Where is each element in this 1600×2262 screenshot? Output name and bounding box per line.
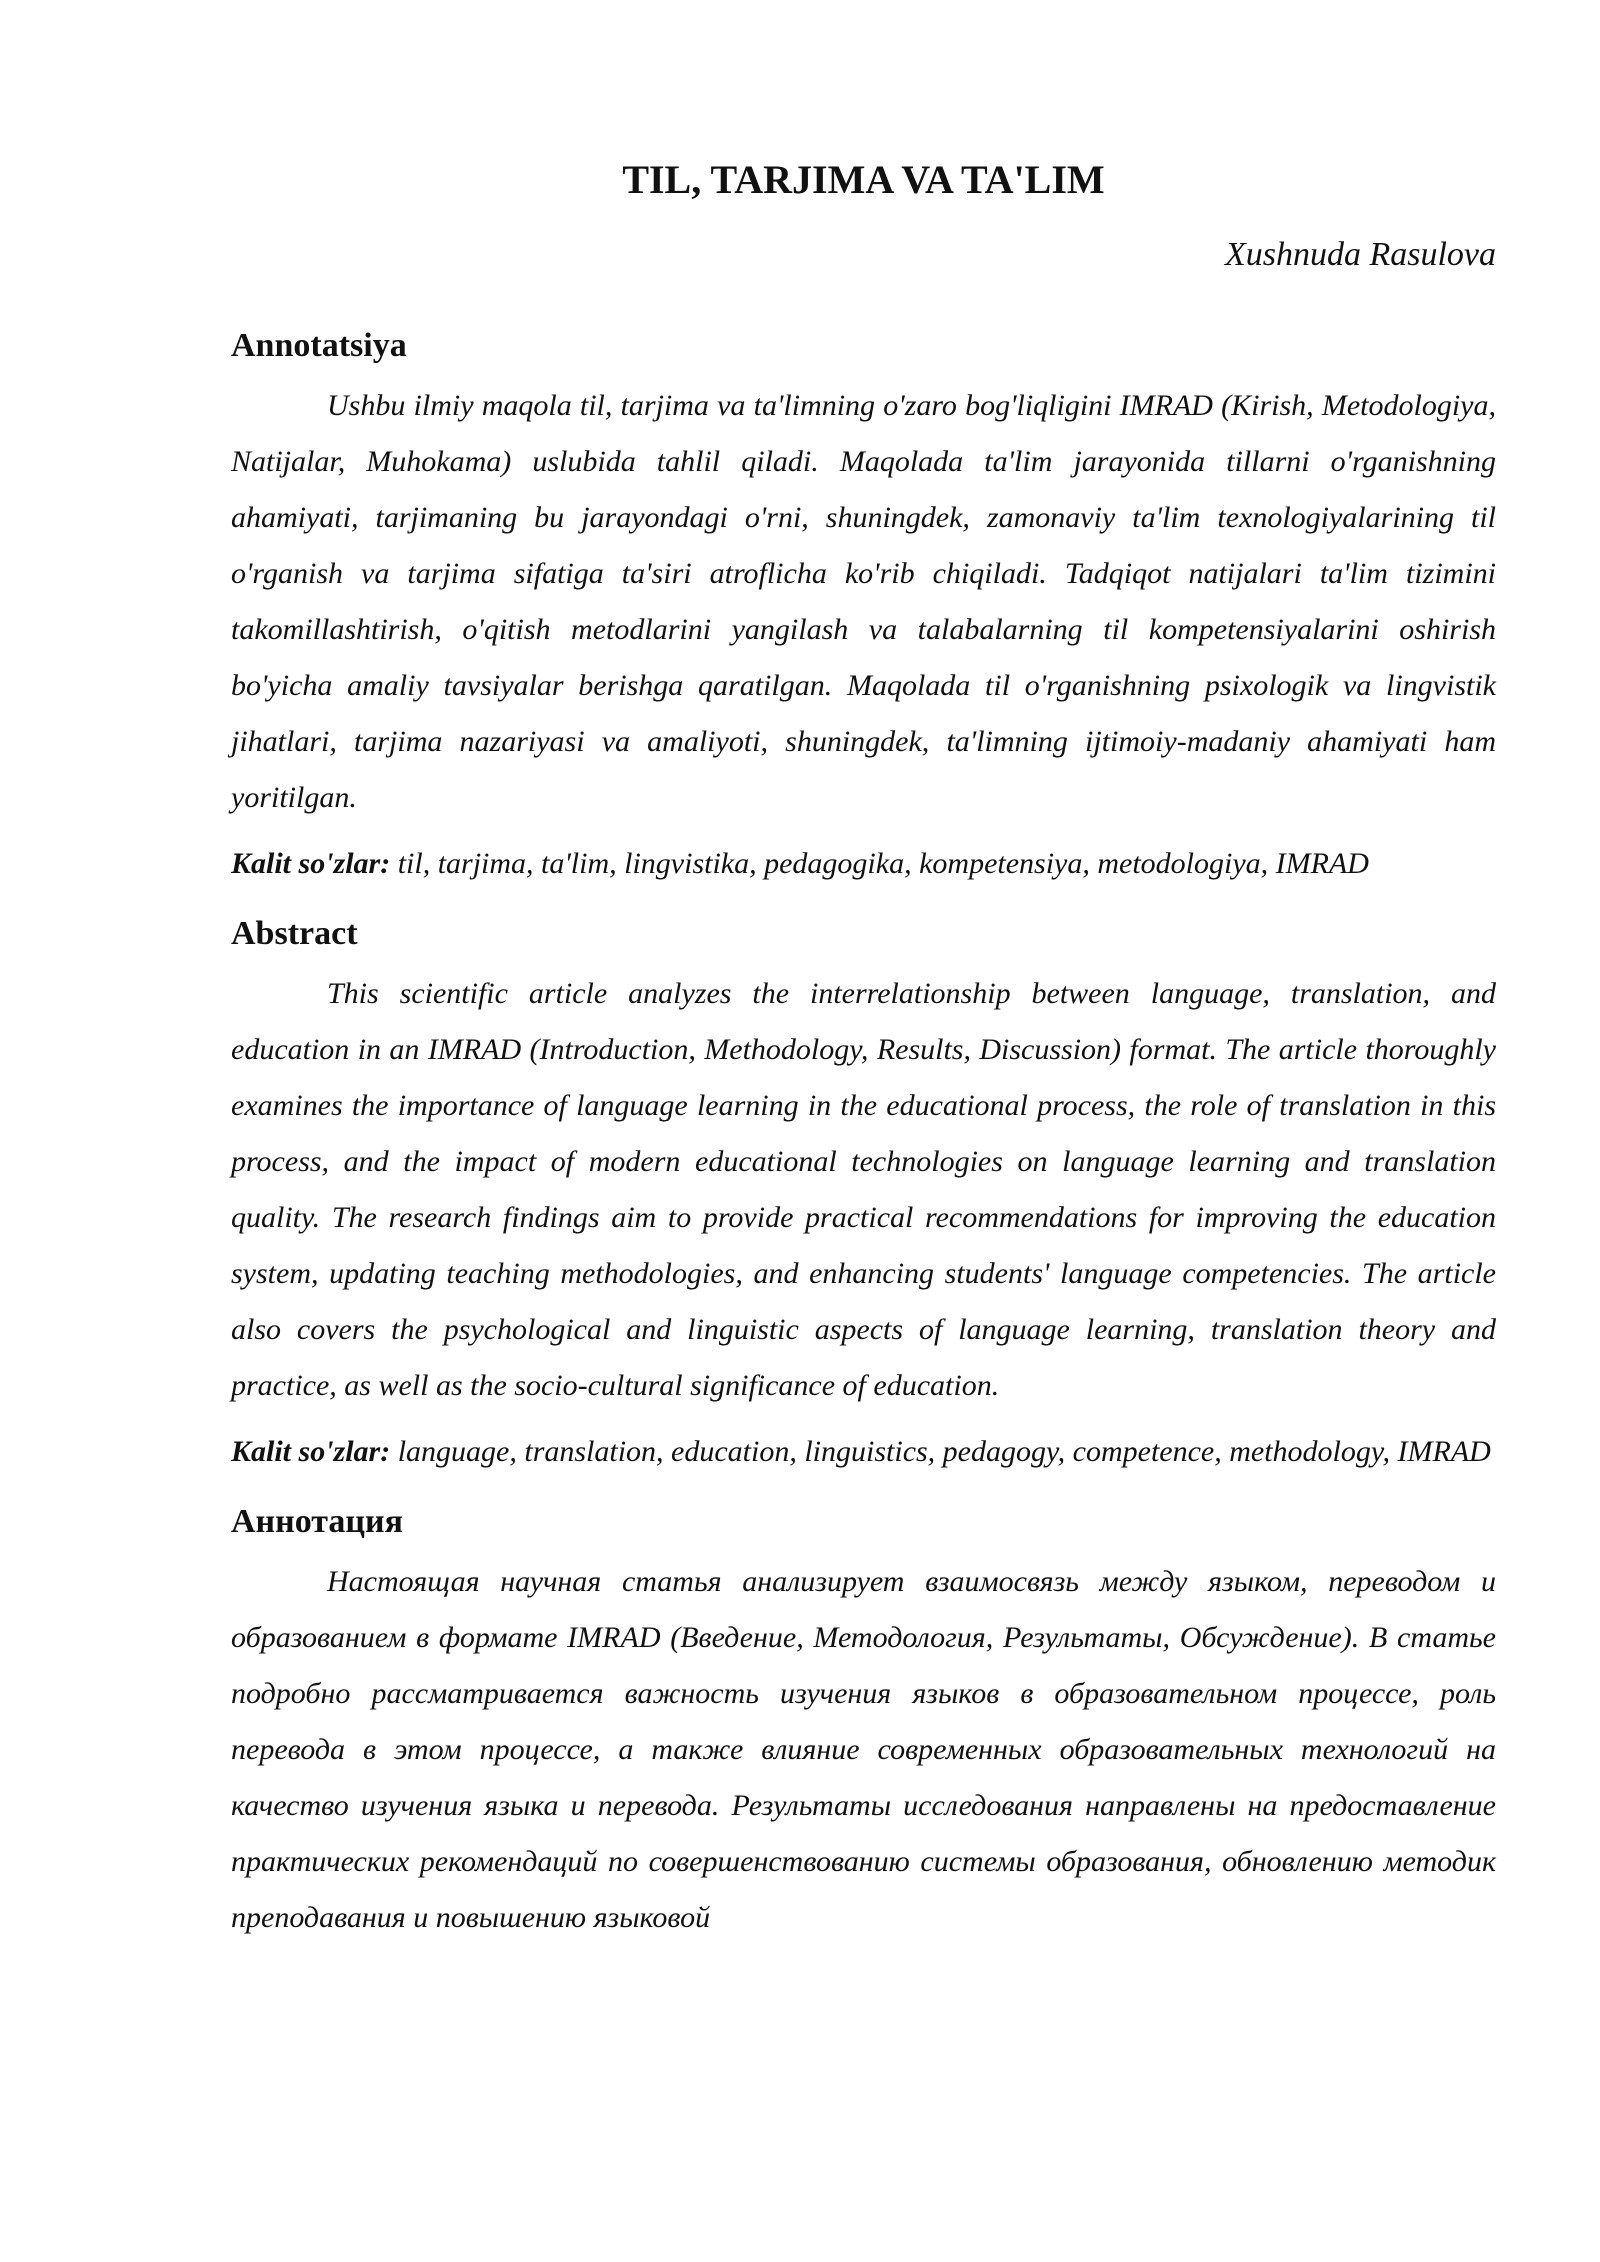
annotatsiya-text: Ushbu ilmiy maqola til, tarjima va ta'limning o'zaro bog'liqligini IMRAD (Kirish, Metodologiya, Natijalar, Muhokama) uslubida tahlil qiladi. Maqolada ta'lim jarayonida tillarni o'rganishning ahamiyati, tarjimaning bu jarayondagi o'rni, shuningdek, zamonaviy ta'lim texnologiyalarining til o'rganish va tarjima sifatiga ta'siri atroflicha ko'rib chiqiladi. Tadqiqot natijalari ta'lim tizimini takomillashtirish, o'qitish metodlarini yangilash va talabalarning til kompetensiyalarini oshirish bo'yicha amaliy tavsiyalar berishga qaratilgan. Maqolada til o'rganishning psixologik va lingvistik jihatlari, tarjima nazariyasi va amaliyoti, shuningdek, ta'limning ijtimoiy-madaniy ahamiyati ham yoritilgan. <box>231 389 1496 814</box>
annotatsiya-keywords <box>231 836 1496 892</box>
annotatsiya-ru-heading: Аннотация <box>231 1503 403 1540</box>
keywords-list: til, tarjima, ta'lim, lingvistika, pedagogika, kompetensiya, metodologiya, IMRAD <box>390 847 1369 880</box>
author-name: Xushnuda Rasulova <box>1224 236 1496 273</box>
abstract-text: This scientific article analyzes the interrelationship between language, translation, and education in an IMRAD (Introduction, Methodology, Results, Discussion) format. The article thoroughly examines the importance of language learning in the educational process, the role of translation in this process, and the impact of modern educational technologies on language learning and translation quality. The research findings aim to provide practical recommendations for improving the education system, updating teaching methodologies, and enhancing students' language competencies. The article also covers the psychological and linguistic aspects of language learning, translation theory and practice, as well as the socio-cultural significance of education. <box>231 977 1496 1402</box>
keywords-list: language, translation, education, linguistics, pedagogy, competence, methodology, IMRAD <box>390 1435 1491 1468</box>
annotatsiya-ru-text: Настоящая научная статья анализирует взаимосвязь между языком, переводом и образованием в формате IMRAD (Введение, Методология, Результаты, Обсуждение). В статье подробно рассматривается важность изучения языков в образовательном процессе, роль перевода в этом процессе, а также влияние современных образовательных технологий на качество изучения языка и перевода. Результаты исследования направлены на предоставление практических рекомендаций по совершенствованию системы образования, обновлению методик преподавания и повышению языковой <box>231 1565 1496 1934</box>
annotatsiya-section <box>231 318 1496 892</box>
annotatsiya-ru-section <box>231 1494 1496 1946</box>
abstract-section <box>231 906 1496 1480</box>
annotatsiya-heading: Annotatsiya <box>231 327 407 364</box>
keywords-label: Kalit so'zlar: <box>231 1435 391 1468</box>
abstract-heading: Abstract <box>231 915 358 952</box>
abstract-keywords <box>231 1424 1496 1480</box>
paper-title: TIL, TARJIMA VA TA'LIM <box>622 157 1105 202</box>
keywords-label: Kalit so'zlar: <box>231 847 391 880</box>
